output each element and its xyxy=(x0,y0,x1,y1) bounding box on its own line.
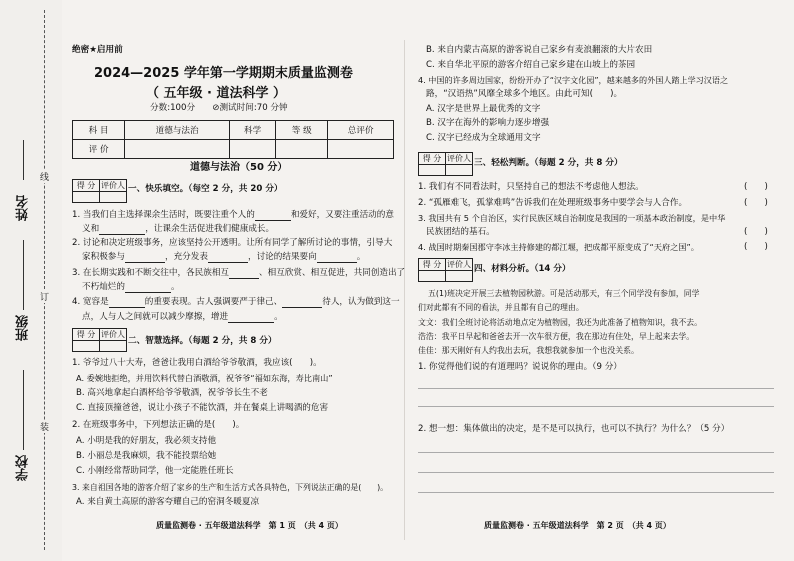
score-cell[interactable] xyxy=(419,165,446,176)
section3-title: 三、轻松判断。（每题 2 分，共 8 分） xyxy=(474,158,623,168)
meta-eval-label: 评 价 xyxy=(73,140,125,159)
choice4-a[interactable]: A. 汉字是世界上最优秀的文字 xyxy=(426,104,541,114)
meta-moral: 道德与法治 xyxy=(125,121,230,140)
class-label: 班级 xyxy=(16,315,31,341)
choice2-c[interactable]: C. 小刚经常帮助同学，他一定能胜任班长 xyxy=(76,466,234,476)
score-cell[interactable] xyxy=(73,341,100,352)
score-header: 得 分 xyxy=(419,259,446,271)
blank[interactable] xyxy=(99,234,145,235)
q3-line2: 不朽灿烂的 。 xyxy=(82,282,180,292)
blank[interactable] xyxy=(255,220,291,221)
score-box-2 xyxy=(72,328,127,352)
judge3-line1: 3. 我国共有 5 个自治区，实行民族区域自治制度是我国的一项基本政治制度，是中华 xyxy=(418,213,726,223)
judge3-paren[interactable]: ( ) xyxy=(744,227,768,237)
score-header: 得 分 xyxy=(73,180,100,192)
right-page xyxy=(414,0,786,561)
section2-title: 二、智慧选择。（每题 2 分，共 8 分） xyxy=(128,336,277,346)
meta-grade: 等 级 xyxy=(276,121,328,140)
left-page xyxy=(64,0,406,561)
blank[interactable] xyxy=(109,307,145,308)
blank[interactable] xyxy=(229,278,259,279)
grader-cell[interactable] xyxy=(100,192,127,203)
score-box-1 xyxy=(72,179,127,203)
binding-dashed-line xyxy=(44,10,45,550)
exam-title: 2024—2025 学年第一学期期末质量监测卷 xyxy=(94,66,353,81)
choice2-b[interactable]: B. 小丽总是我麻烦，我不能投票给她 xyxy=(76,451,217,461)
answer-line[interactable] xyxy=(418,492,774,493)
q1-line2: 义和 ，让课余生活促进我们健康成长。 xyxy=(82,224,275,234)
judge2-paren[interactable]: ( ) xyxy=(744,198,768,208)
blank[interactable] xyxy=(282,307,322,308)
exam-subtitle: （ 五年级 · 道法科学 ） xyxy=(146,86,287,101)
q4-line1: 4. 宽容是 的重要表现。古人强调要严于律己、 待人，认为做到这一 xyxy=(72,297,400,307)
material-haohao: 浩浩：我平日早起和爸爸去开一次车很方便，我在那边有住处，早上起来去学。 xyxy=(418,332,695,341)
grader-header: 评价人 xyxy=(101,181,125,190)
score-header: 得 分 xyxy=(419,153,446,165)
grader-cell[interactable] xyxy=(446,165,473,176)
analysis-q1: 1. 你觉得他们说的有道理吗？说说你的理由。（9 分） xyxy=(418,362,622,372)
binding-strip xyxy=(0,0,62,561)
footer-page1: 质量监测卷 · 五年级道法科学 第 1 页 （共 4 页） xyxy=(156,521,343,530)
grader-header: 评价人 xyxy=(447,260,471,269)
section1-title: 一、快乐填空。（每空 2 分，共 20 分） xyxy=(128,184,283,194)
answer-line[interactable] xyxy=(418,472,774,473)
answer-line[interactable] xyxy=(418,406,774,407)
material-line2: 们对此都有不同的看法，并且都有自己的理由。 xyxy=(418,303,584,312)
answer-line[interactable] xyxy=(418,452,774,453)
choice4-line1: 4. 中国的许多周边国家，纷纷开办了“汉字文化园”，越来越多的外国人踏上学习汉语之 xyxy=(418,75,729,85)
section-moral-title: 道德与法治（50 分） xyxy=(190,162,288,173)
judge4-paren[interactable]: ( ) xyxy=(744,242,768,252)
meta-science: 科学 xyxy=(230,121,276,140)
score-header: 得 分 xyxy=(73,329,100,341)
class-line xyxy=(23,240,24,310)
choice3-a[interactable]: A. 来自黄土高原的游客夸耀自己的窑洞冬暖夏凉 xyxy=(76,497,260,507)
choice1-c[interactable]: C. 直接顶撞爸爸，说让小孩子不能饮酒，并在餐桌上讲喝酒的危害 xyxy=(76,403,329,413)
q2-line1: 2. 讨论和决定班级事务，应该坚持公开透明。让所有同学了解所讨论的事情，引导大 xyxy=(72,238,393,248)
material-wenwen: 文文：我们全班讨论将活动地点定为植物园，我还为此准备了植物知识，我不去。 xyxy=(418,318,703,327)
choice4-b[interactable]: B. 汉字在海外的影响力逐步增强 xyxy=(426,118,550,128)
score-cell[interactable] xyxy=(419,271,446,282)
grader-header: 评价人 xyxy=(447,154,471,163)
choice1-a[interactable]: A. 委婉地拒绝，并用饮料代替白酒敬酒，祝爷爷“福如东海，寿比南山” xyxy=(76,373,333,383)
choice3-c[interactable]: C. 来自华北平原的游客介绍自己家乡建在山坡上的茶园 xyxy=(426,60,636,70)
judge1-paren[interactable]: ( ) xyxy=(744,182,768,192)
judge4: 4. 战国时期秦国郡守李冰主持修建的都江堰，把成都平原变成了“天府之国”。 xyxy=(418,242,699,252)
meta-subject: 科 目 xyxy=(73,121,125,140)
choice1-b[interactable]: B. 高兴地拿起白酒杯给爷爷敬酒，祝爷爷长生不老 xyxy=(76,388,268,398)
grader-cell[interactable] xyxy=(446,271,473,282)
blank[interactable] xyxy=(317,262,357,263)
q3-line1: 3. 在长期实践和不断交往中，各民族相互 、相互欣赏、相互促进，共同创造出了 xyxy=(72,268,406,278)
meta-eval-moral[interactable] xyxy=(125,140,230,159)
choice3-question: 3. 来自祖国各地的游客介绍了家乡的生产和生活方式各具特色，下列说法正确的是( )。 xyxy=(72,483,389,492)
meta-overall: 总评价 xyxy=(328,121,394,140)
choice4-line2: 路，“汉语热”风靡全球多个地区。由此可知( )。 xyxy=(426,89,623,99)
name-label: 姓名 xyxy=(16,195,31,221)
judge3-line2: 民族团结的基石。 xyxy=(426,227,495,237)
score-box-3 xyxy=(418,152,473,176)
choice2-question: 2. 在班级事务中，下列想法正确的是( )。 xyxy=(72,420,245,430)
cut-mark-1: 线 xyxy=(40,170,49,183)
page-divider xyxy=(404,40,405,540)
cut-mark-2: 订 xyxy=(40,290,49,303)
blank[interactable] xyxy=(228,322,274,323)
meta-eval-science[interactable] xyxy=(230,140,276,159)
meta-eval-grade[interactable] xyxy=(276,140,328,159)
name-line xyxy=(23,140,24,180)
answer-line[interactable] xyxy=(418,388,774,389)
cut-mark-3: 装 xyxy=(40,420,49,433)
judge2: 2. “孤雁难飞，孤掌难鸣”告诉我们在处理班级事务中要学会与人合作。 xyxy=(418,198,688,208)
school-label: 学校 xyxy=(16,455,31,481)
material-line1: 五(1)班决定开展三去植物园秋游。可是活动那天，有三个同学没有参加，同学 xyxy=(428,289,700,298)
blank[interactable] xyxy=(125,292,171,293)
blank[interactable] xyxy=(208,262,248,263)
judge1: 1. 我们有不同看法时，只坚持自己的想法不考虑他人想法。 xyxy=(418,182,644,192)
school-line xyxy=(23,370,24,450)
blank[interactable] xyxy=(125,262,165,263)
choice1-question: 1. 爷爷过八十大寿，爸爸让我用白酒给爷爷敬酒，我应该( )。 xyxy=(72,358,322,368)
score-box-4 xyxy=(418,258,473,282)
score-cell[interactable] xyxy=(73,192,100,203)
material-jiajia: 佳佳：那天刚好有人约我出去玩，我想我就参加一个也没关系。 xyxy=(418,346,639,355)
secret-mark: 绝密★启用前 xyxy=(72,45,123,55)
grader-cell[interactable] xyxy=(100,341,127,352)
choice4-c[interactable]: C. 汉字已经成为全球通用文字 xyxy=(426,133,541,143)
choice3-b[interactable]: B. 来自内蒙古高原的游客说自己家乡有麦浪翻滚的大片农田 xyxy=(426,45,653,55)
score-time: 分数:100分 ⊘测试时间:70 分钟 xyxy=(150,103,288,113)
meta-eval-overall[interactable] xyxy=(328,140,394,159)
q2-line2: 家积极参与 ，充分发表 ，讨论的结果要向 。 xyxy=(82,252,366,262)
meta-table xyxy=(72,120,394,159)
q1-line1: 1. 当我们自主选择课余生活时，既要注重个人的 和爱好，又要注重活动的意 xyxy=(72,210,394,220)
footer-page2: 质量监测卷 · 五年级道法科学 第 2 页 （共 4 页） xyxy=(484,521,671,530)
q4-line2: 点，人与人之间就可以减少摩擦，增进 。 xyxy=(82,312,283,322)
choice2-a[interactable]: A. 小明是我的好朋友，我必须支持他 xyxy=(76,436,217,446)
grader-header: 评价人 xyxy=(101,330,125,339)
section4-title: 四、材料分析。（14 分） xyxy=(474,264,571,274)
analysis-q2: 2. 想一想：集体做出的决定，是不是可以执行，也可以不执行？为什么？（5 分） xyxy=(418,424,730,434)
